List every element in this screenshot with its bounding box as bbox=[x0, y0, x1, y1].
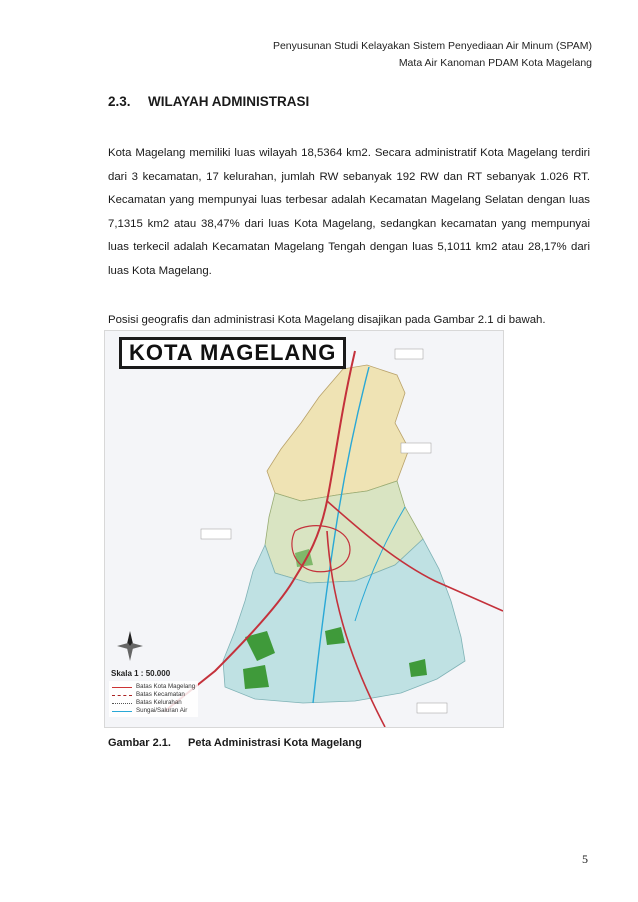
city-map bbox=[105, 331, 503, 727]
map-label-north bbox=[395, 349, 423, 359]
legend-swatch-river bbox=[112, 711, 132, 712]
compass-rose-icon bbox=[117, 631, 143, 666]
section-number: 2.3. bbox=[108, 94, 131, 109]
section-title: WILAYAH ADMINISTRASI bbox=[148, 94, 310, 109]
caption-text: Peta Administrasi Kota Magelang bbox=[188, 737, 362, 749]
legend-label: Batas Kelurahan bbox=[136, 699, 182, 706]
map-label-west bbox=[201, 529, 231, 539]
legend-label: Sungai/Saluran Air bbox=[136, 707, 188, 714]
page-header bbox=[273, 38, 592, 72]
legend-item bbox=[112, 683, 195, 691]
map-label-east bbox=[401, 443, 431, 453]
section-heading bbox=[108, 94, 309, 109]
legend-item bbox=[112, 691, 195, 699]
legend-swatch-kecamatan bbox=[112, 695, 132, 696]
legend-swatch-kelurahan bbox=[112, 703, 132, 704]
park-area-2 bbox=[243, 665, 269, 689]
header-line-1: Penyusunan Studi Kelayakan Sistem Penyediaan Air Minum (SPAM) bbox=[272, 40, 592, 52]
paragraph-intro: Kota Magelang memiliki luas wilayah 18,5364 km2. Secara administratif Kota Magelang terdiri dari 3 kecamatan, 17 kelurahan, jumlah RW sebanyak 192 RW dan RT sebanyak 1.026 RT. Kecamatan yang mempunyai luas terbesar adalah Kecamatan Magelang Selatan dengan luas 7,1315 km2 atau 38,47% dari luas Kota Magelang, sedangkan kecamatan yang mempunyai luas terkecil adalah Kecamatan Magelang Tengah dengan luas 5,1011 km2 atau 28,17% dari luas Kota Magelang. bbox=[108, 147, 590, 277]
header-line-2: Mata Air Kanoman PDAM Kota Magelang bbox=[398, 57, 592, 69]
legend-label: Batas Kecamatan bbox=[136, 691, 185, 698]
figure-caption bbox=[108, 737, 362, 749]
map-figure bbox=[104, 330, 504, 728]
page-number: 5 bbox=[582, 852, 588, 866]
legend-item bbox=[112, 699, 195, 707]
map-legend bbox=[109, 681, 198, 717]
legend-label: Batas Kota Magelang bbox=[136, 683, 196, 690]
map-scale: Skala 1 : 50.000 bbox=[111, 669, 171, 678]
map-title: KOTA MAGELANG bbox=[119, 337, 346, 369]
legend-swatch-city-boundary bbox=[112, 687, 132, 688]
paragraph-figure-ref: Posisi geografis dan administrasi Kota Magelang disajikan pada Gambar 2.1 di bawah. bbox=[108, 314, 546, 326]
caption-label: Gambar 2.1. bbox=[108, 737, 171, 749]
legend-item bbox=[112, 707, 195, 715]
map-label-south bbox=[417, 703, 447, 713]
